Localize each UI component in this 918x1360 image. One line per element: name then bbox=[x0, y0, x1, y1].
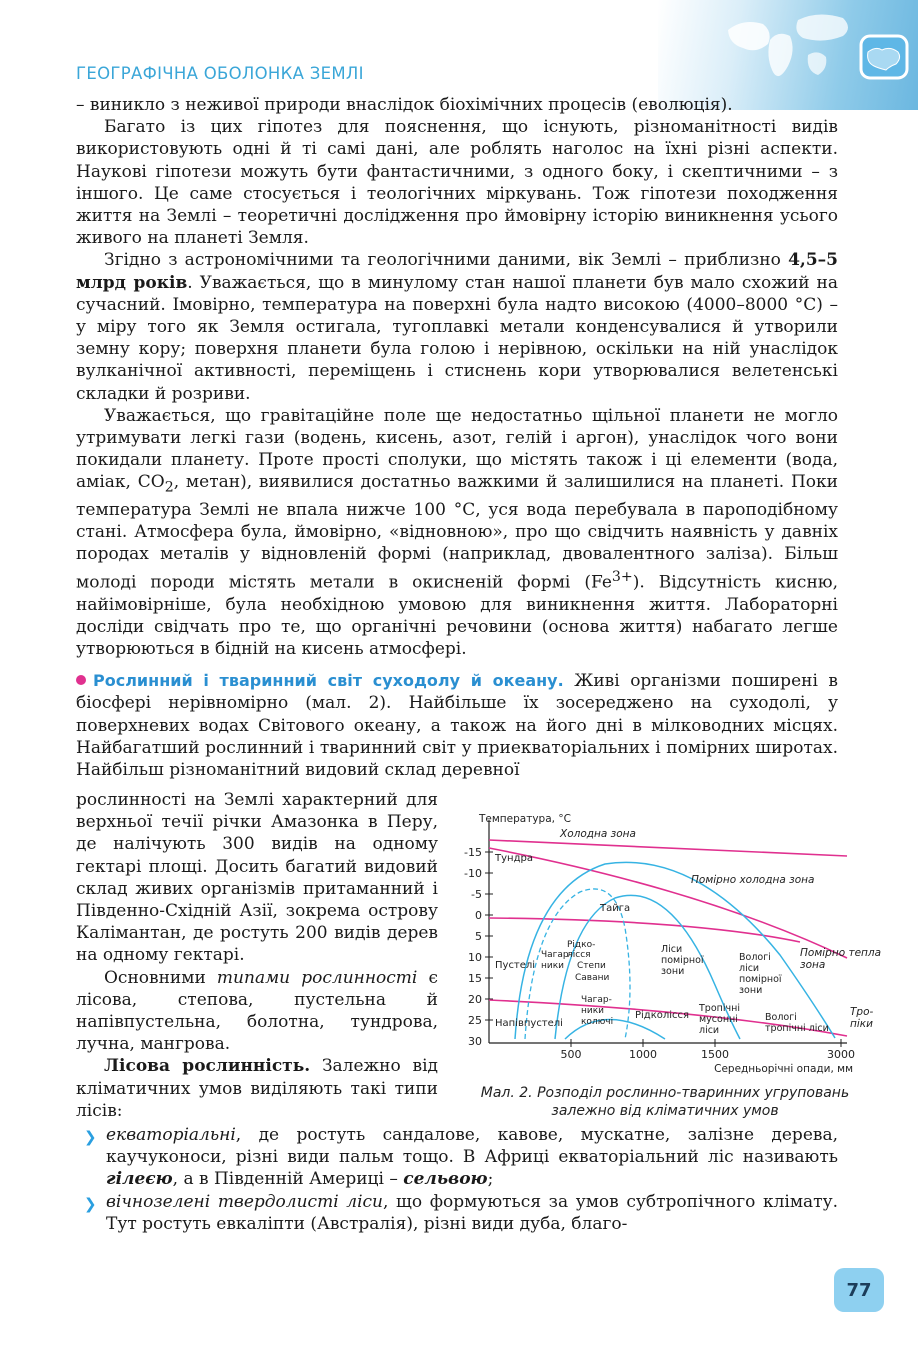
text-span: , що формуються за умов субтропічного клімату. Тут ростуть евкаліпти (Австралія), різні види дуба, благо- bbox=[106, 1191, 838, 1234]
y-tick: 10 bbox=[468, 951, 482, 964]
zone-label: зона bbox=[800, 959, 826, 971]
narrow-text bbox=[76, 789, 438, 1122]
x-axis-label: Середньорічні опади, мм bbox=[714, 1063, 853, 1075]
biome-label: ліси bbox=[699, 1025, 720, 1036]
section-paragraph bbox=[76, 670, 838, 781]
biome-label: Рідко- bbox=[567, 940, 596, 950]
text-span: Згідно з астрономічними та геологічними даними, вік Землі – приблизно bbox=[104, 250, 789, 271]
biome-label: Пустелі bbox=[495, 960, 536, 971]
text-span: . Уважається, що в минулому стан нашої планети був мало схожий на сучасний. Імовірно, температура на поверхні була надто високою (4000–8000 °С) – у міру того як Земля остигала, тугоплавкі метали конденсувалися й утворили земну кору; поверхня планети була голою і нерівною, оскільки на ній унаслідок вулканічної активності, переміщень і стиснень кори утворювалися велетенські складки й розриви. bbox=[76, 272, 839, 404]
y-tick: 15 bbox=[468, 972, 482, 985]
y-tick: -10 bbox=[464, 867, 482, 880]
y-tick: 20 bbox=[468, 993, 482, 1006]
x-tick: 500 bbox=[560, 1048, 582, 1061]
biome-label: ники bbox=[581, 1006, 605, 1016]
biome-label: Тундра bbox=[495, 853, 533, 864]
biome-label: Савани bbox=[575, 973, 610, 983]
ukraine-map-icon bbox=[861, 36, 907, 78]
zone-label: Помірно холодна зона bbox=[691, 874, 815, 886]
paragraph bbox=[76, 405, 838, 660]
italic-term: екваторіальні bbox=[106, 1125, 236, 1145]
text-span: Уважається, що гравітаційне поле ще недостатньо щільної планети не могло утримувати легкі гази (водень, кисень, азот, гелій і аргон), унаслідок чого вони покидали планету. Проте прості сполуки, що містять також і ці елементи (вода, аміак, CO bbox=[76, 405, 838, 493]
figure-caption: Мал. 2. Розподіл рослинно-тваринних угруповань залежно від кліматичних умов bbox=[480, 1085, 850, 1119]
bold-term: 4,5–5 млрд років bbox=[76, 250, 838, 293]
paragraph bbox=[76, 249, 838, 404]
text-span: , метан), виявилися достатньо важкими й залишилися на планеті. Поки температура Землі не впала нижче 100 °С, уся вода перебувала в пароподібному стані. Атмосфера була, ймовірно, «відновною», про що свідчить наявність у давніх породах металів у відновленій формі (наприклад, двовалентного заліза). Більш молоді породи містять метали в окисненій формі (Fe bbox=[76, 472, 838, 593]
y-tick: -5 bbox=[471, 888, 482, 901]
x-tick: 3000 bbox=[827, 1048, 855, 1061]
biome-label: Тайга bbox=[600, 903, 631, 914]
y-tick: 0 bbox=[475, 909, 482, 922]
biome-label: зони bbox=[661, 966, 685, 977]
paragraph bbox=[76, 967, 438, 1056]
text-span: Залежно від кліматичних умов виділяють такі типи лісів: bbox=[76, 1056, 438, 1121]
page-header: ГЕОГРАФІЧНА ОБОЛОНКА ЗЕМЛІ bbox=[76, 64, 364, 83]
subscript: 2 bbox=[164, 479, 174, 496]
biome-label: Напівпустелі bbox=[495, 1018, 563, 1029]
biome-label: зони bbox=[739, 985, 763, 996]
y-tick: 30 bbox=[468, 1035, 482, 1048]
biome-label: мусонні bbox=[699, 1014, 738, 1025]
y-tick: -15 bbox=[464, 846, 482, 859]
biome-label: Вологі bbox=[739, 952, 771, 963]
bold-italic-term: гілеєю bbox=[106, 1169, 173, 1190]
y-tick: 5 bbox=[475, 930, 482, 943]
paragraph bbox=[76, 1055, 438, 1122]
bullet-list bbox=[76, 1124, 838, 1235]
x-tick: 1500 bbox=[701, 1048, 729, 1061]
paragraph: рослинності на Землі характерний для верхньої течії річки Амазонка в Перу, де налічують 300 видів на одному гектарі площі. Досить багатий видовий склад живих організмів притаманний і Південно-Східній Азії, зокрема острову Калімантан, де ростуть 200 видів дерев на одному гектарі. bbox=[76, 790, 438, 966]
biome-label: Чагар- bbox=[541, 950, 572, 960]
biome-label: Степи bbox=[577, 961, 606, 971]
italic-term: вічнозелені твердолисті ліси bbox=[106, 1191, 383, 1212]
main-text bbox=[76, 94, 838, 781]
zone-label: Холодна зона bbox=[560, 828, 636, 840]
climate-figure bbox=[455, 800, 885, 1080]
biome-label: Ліси bbox=[661, 944, 683, 955]
zone-label: Тро- bbox=[850, 1006, 874, 1018]
chevron-right-icon: ❯ bbox=[84, 1194, 97, 1213]
section-title: Рослинний і тваринний світ суходолу й океану. bbox=[93, 671, 564, 691]
list-item bbox=[76, 1124, 838, 1191]
text-span: ). Відсутність кисню, найімовірніше, була необхідною умовою для виникнення життя. Лабораторні досліди свідчать про те, що органічні речовини (основа життя) набагато легше утворюються в бідній на кисень атмосфері. bbox=[76, 572, 838, 659]
text-span: Основними bbox=[104, 967, 217, 988]
chevron-right-icon: ❯ bbox=[84, 1128, 97, 1146]
biome-label: Тропічні bbox=[699, 1003, 740, 1014]
text-span: , де ростуть сандалове, кавове, мускатне, залізне дерева, каучуконоси, різні види пальм тощо. В Африці екваторіальний ліс називають bbox=[106, 1125, 838, 1168]
italic-term: типами рослинності bbox=[216, 967, 418, 988]
list-item bbox=[76, 1191, 838, 1235]
paragraph: Багато із цих гіпотез для пояснення, що існують, різноманітності видів використовують одні й ті самі дані, але роблять наголос на їхні різні аспекти. Наукові гіпотези можуть бути фантастичними, з одного боку, і скептичними – з іншого. Це саме стосується і теологічних міркувань. Тож гіпотези походження життя на Землі – теоретичні дослідження про ймовірну історію виникнення усього живого на планеті Земля. bbox=[76, 117, 838, 249]
biome-label: Вологі bbox=[765, 1012, 797, 1023]
page-number: 77 bbox=[834, 1268, 884, 1312]
bullet-dot-icon bbox=[76, 675, 86, 685]
biome-label: колючі bbox=[581, 1017, 614, 1027]
zone-label: піки bbox=[850, 1018, 873, 1030]
biome-label: помірної bbox=[661, 955, 704, 966]
biome-label: Рідколісся bbox=[635, 1010, 690, 1021]
y-axis-label: Температура, °С bbox=[479, 813, 571, 825]
text-span: Живі організми поширені в біосфері нерівномірно (мал. 2). Найбільше їх зосереджено на суходолі, у поверхневих водах Світового океану, а також на його дні в мілководних місцях. Найбагатший рослинний і тваринний світ у приекваторіальних і помірних широтах. Найбільш різноманітний видовий склад деревної bbox=[76, 671, 839, 780]
text-span: є лісова, степова, пустельна й напівпустельна, болотна, тундрова, лучна, мангрова. bbox=[76, 967, 438, 1055]
paragraph: – виникло з неживої природи внаслідок біохімічних процесів (еволюція). bbox=[76, 95, 733, 115]
x-tick: 1000 bbox=[629, 1048, 657, 1061]
biome-label: тропічні ліси bbox=[765, 1023, 829, 1034]
zone-label: Помірно тепла bbox=[800, 947, 882, 959]
biome-label: помірної bbox=[739, 974, 782, 985]
biome-label: ники bbox=[541, 961, 565, 971]
bold-italic-term: сельвою bbox=[403, 1169, 488, 1190]
y-tick: 25 bbox=[468, 1014, 482, 1027]
superscript: 3+ bbox=[611, 568, 633, 585]
biome-label: лісся bbox=[567, 950, 591, 960]
text-span: ; bbox=[487, 1169, 494, 1190]
text-span: , а в Південній Америці – bbox=[172, 1169, 404, 1190]
bold-term: Лісова рослинність. bbox=[104, 1056, 311, 1077]
biome-label: ліси bbox=[739, 963, 760, 974]
biome-label: Чагар- bbox=[581, 995, 612, 1005]
